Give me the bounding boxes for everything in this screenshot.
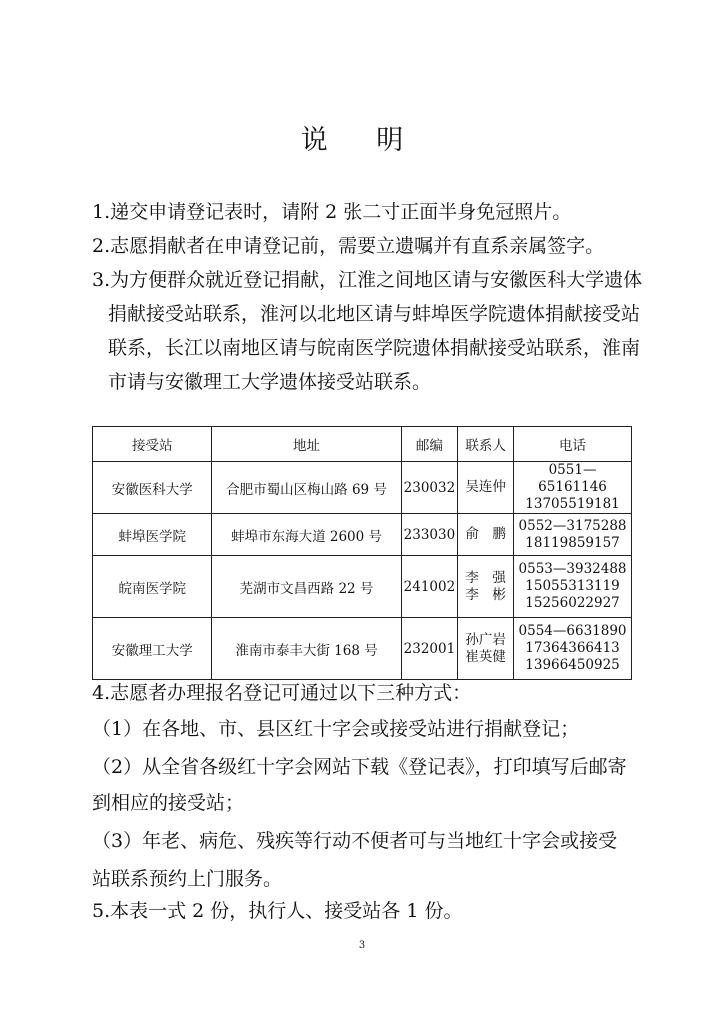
contact-name: 孙广岩 <box>465 631 506 648</box>
contact-name: 俞 鹏 <box>465 526 506 542</box>
contact-cell <box>458 462 514 514</box>
station-cell: 安徽理工大学 <box>93 618 212 680</box>
item-5: 5.本表一式 2 份，执行人、接受站各 1 份。 <box>92 900 463 922</box>
phone-number: 17364366413 <box>525 640 620 656</box>
contact-cell <box>458 556 514 618</box>
contact-name: 李 强 <box>465 569 506 586</box>
address-cell: 淮南市泰丰大街 168 号 <box>212 618 401 680</box>
item-2: 2.志愿捐献者在申请登记前，需要立遗嘱并有直系亲属签字。 <box>92 235 605 257</box>
item-1: 1.递交申请登记表时，请附 2 张二寸正面半身免冠照片。 <box>92 201 572 223</box>
item-3-line-2: 捐献接受站联系，淮河以北地区请与蚌埠医学院遗体捐献接受站 <box>108 303 641 325</box>
page-number: 3 <box>358 940 366 951</box>
header-station: 接受站 <box>93 427 212 462</box>
table-row <box>93 618 632 680</box>
phone-cell <box>514 618 632 680</box>
method-2-line-2: 到相应的接受站； <box>92 792 245 814</box>
station-cell: 蚌埠医学院 <box>93 514 212 556</box>
table-row <box>93 556 632 618</box>
contact-name: 崔英健 <box>465 648 506 665</box>
contact-name: 李 彬 <box>465 586 506 603</box>
phone-number: 0554—6631890 <box>518 623 627 639</box>
phone-number: 18119859157 <box>525 534 620 551</box>
page-title: 说 明 <box>300 125 424 156</box>
item-3 <box>92 263 652 399</box>
postcode-cell: 233030 <box>401 514 458 556</box>
table-header-row <box>93 427 632 462</box>
phone-cell <box>514 514 632 556</box>
phone-cell <box>514 462 632 514</box>
contact-name: 吴连仲 <box>465 479 506 495</box>
item-3-line-1: 3.为方便群众就近登记捐献，江淮之间地区请与安徽医科大学遗体 <box>92 269 643 291</box>
postcode-cell: 241002 <box>401 556 458 618</box>
table-row <box>93 514 632 556</box>
method-1: （1）在各地、市、县区红十字会或接受站进行捐献登记； <box>92 718 580 740</box>
contact-cell <box>458 514 514 556</box>
item-3-line-3: 联系，长江以南地区请与皖南医学院遗体捐献接受站联系，淮南 <box>108 337 641 359</box>
header-phone: 电话 <box>514 427 632 462</box>
header-address: 地址 <box>212 427 401 462</box>
phone-number: 13966450925 <box>525 657 620 673</box>
phone-number: 0552—3175288 <box>518 517 627 534</box>
postcode-cell: 230032 <box>401 462 458 514</box>
station-cell: 皖南医学院 <box>93 556 212 618</box>
address-cell: 芜湖市文昌西路 22 号 <box>212 556 401 618</box>
stations-table <box>92 426 632 680</box>
phone-cell <box>514 556 632 618</box>
phone-number: 15055313119 <box>525 578 620 594</box>
table-row <box>93 462 632 514</box>
phone-number: 15256022927 <box>525 595 620 611</box>
method-3-line-2: 站联系预约上门服务。 <box>92 868 283 890</box>
postcode-cell: 232001 <box>401 618 458 680</box>
phone-number: 13705519181 <box>525 496 620 512</box>
header-contact: 联系人 <box>458 427 514 462</box>
method-3-line-1: （3）年老、病危、残疾等行动不便者可与当地红十字会或接受 <box>92 830 618 852</box>
station-cell: 安徽医科大学 <box>93 462 212 514</box>
item-3-line-4: 市请与安徽理工大学遗体接受站联系。 <box>108 371 432 393</box>
item-4: 4.志愿者办理报名登记可通过以下三种方式： <box>92 682 472 704</box>
phone-number: 0551—65161146 <box>538 462 607 495</box>
contact-cell <box>458 618 514 680</box>
address-cell: 合肥市蜀山区梅山路 69 号 <box>212 462 401 514</box>
method-2-line-1: （2）从全省各级红十字会网站下载《登记表》，打印填写后邮寄 <box>92 756 627 778</box>
header-postcode: 邮编 <box>401 427 458 462</box>
address-cell: 蚌埠市东海大道 2600 号 <box>212 514 401 556</box>
phone-number: 0553—3932488 <box>518 561 627 577</box>
